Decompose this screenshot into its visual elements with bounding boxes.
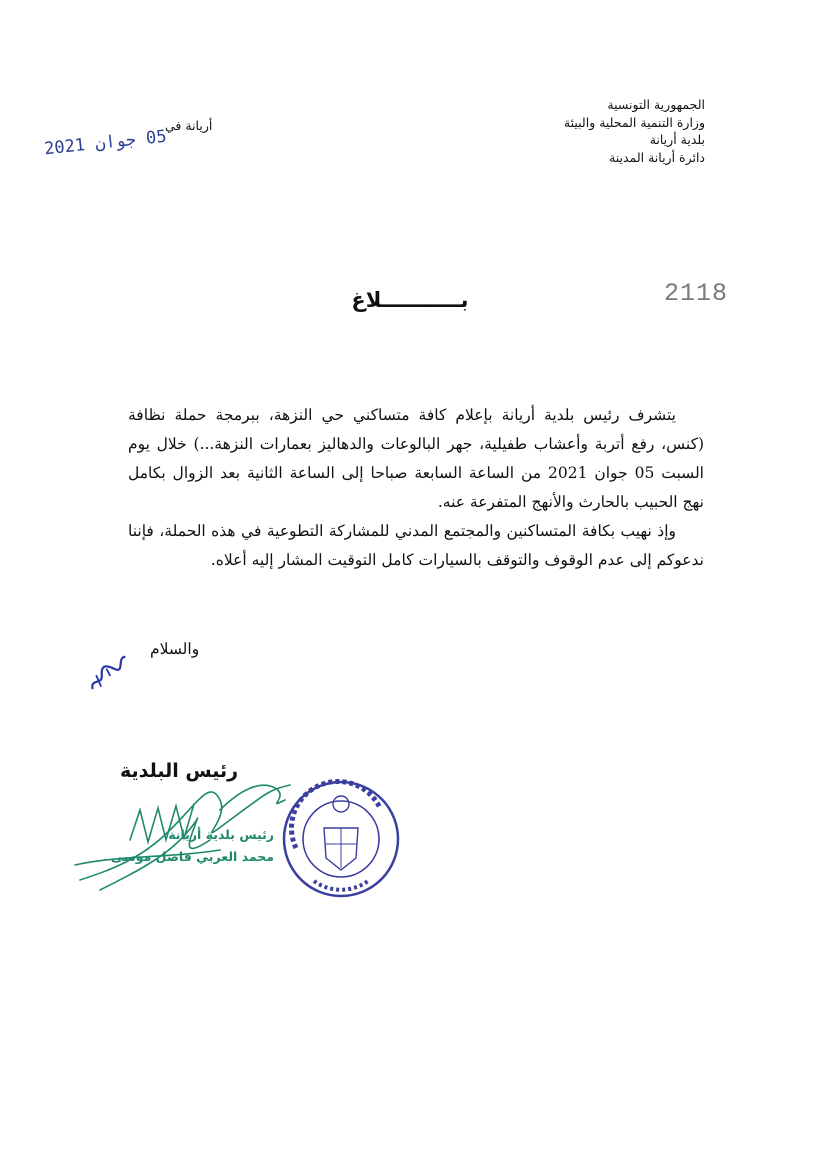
letterhead-line-district: دائرة أريانة المدينة	[609, 149, 705, 165]
handwritten-initials	[82, 647, 137, 700]
reference-number: 2118	[664, 279, 729, 308]
signature-stamp	[94, 824, 274, 868]
place-date-label: أريانة في	[165, 118, 213, 133]
body-paragraph-1: يتشرف رئيس بلدية أريانة بإعلام كافة متساكني حي النزهة، ببرمجة حملة نظافة (كنس، رفع أتربة وأعشاب طفيلية، جهر البالوعات والدهاليز بعمارات النزهة...) خلال يوم السبت 05 جوان 2021 من الساعة السابعة صباحا إلى الساعة الثانية بعد الزوال بكامل نهج الحبيب بالحارث والأنهج المتفرعة عنه.	[128, 406, 704, 511]
signer-title: رئيس البلدية	[120, 760, 239, 782]
date-stamp: 05 جوان 2021	[43, 126, 168, 160]
closing-greeting: والسلام	[150, 640, 200, 658]
signature-stamp-name: محمد العربي فاضل موسى	[110, 849, 274, 864]
signature-stamp-role: رئيس بلدية أريانة	[168, 827, 274, 842]
letterhead-line-republic: الجمهورية التونسية	[607, 97, 705, 112]
official-seal	[280, 778, 402, 900]
body-paragraph-2: وإذ نهيب بكافة المتساكنين والمجتمع المدني للمشاركة التطوعية في هذه الحملة، فإننا ندعوكم إلى عدم الوقوف والتوقف بالسيارات كامل التوقيت المشار إليه أعلاه.	[128, 522, 704, 569]
notice-title: بـــــــــــلاغ	[351, 288, 469, 312]
notice-body	[128, 401, 704, 575]
letterhead	[445, 96, 705, 166]
letterhead-line-ministry: وزارة التنمية المحلية والبيئة	[563, 114, 705, 130]
letterhead-line-municipality: بلدية أريانة	[649, 132, 705, 147]
